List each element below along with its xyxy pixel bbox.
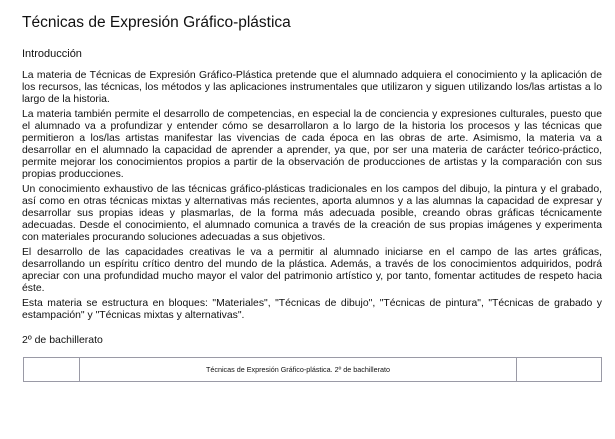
curriculum-table-header: [23, 357, 602, 382]
paragraph: La materia también permite el desarrollo de competencias, en especial la de conciencia y expresiones culturales, puesto que el alumnado va a profundizar y entender cómo se desarrollaron a lo largo de la historia los procesos y las técnicas que permitieron a los/las artistas manifestar las vivencias de cada época en las obras de arte. Asimismo, la materia va a desarrollar en el alumnado la capacidad de aprender a aprender, ya que, por ser una materia de carácter teórico-práctico, permite mejorar los conocimientos propios a partir de la observación de producciones de artistas y la comparación con sus propias producciones.: [22, 109, 602, 180]
table-cell-left: [24, 358, 80, 381]
document-body: [22, 70, 602, 325]
paragraph: La materia de Técnicas de Expresión Gráfico-Plástica pretende que el alumnado adquiera el conocimiento y la aplicación de los recursos, las técnicas, los métodos y las aplicaciones instrumentales que utilizaron y siguen utilizando los/las artistas a lo largo de la historia.: [22, 70, 602, 105]
paragraph: Esta materia se estructura en bloques: "Materiales", "Técnicas de dibujo", "Técnicas de pintura", "Técnicas de grabado y estampación" y "Técnicas mixtas y alternativas".: [22, 298, 602, 321]
paragraph: Un conocimiento exhaustivo de las técnicas gráfico-plásticas tradicionales en los campos del dibujo, la pintura y el grabado, así como en otras técnicas mixtas y alternativas más recientes, aporta alumnos y a las alumnas la capacidad de expresar y desarrollar sus propias ideas y plasmarlas, de la forma más adecuada posible, creando obras gráficas técnicamente adecuadas. Desde el conocimiento, el alumnado comunica a través de la creación de sus propias imágenes y experimenta con materiales procurando soluciones adecuadas a sus objetivos.: [22, 184, 602, 243]
document-title: Técnicas de Expresión Gráfico-plástica: [22, 14, 291, 31]
level-heading: 2º de bachillerato: [22, 334, 103, 346]
paragraph: El desarrollo de las capacidades creativas le va a permitir al alumnado iniciarse en el campo de las artes gráficas, desarrollando un espíritu crítico dentro del mundo de la plástica. Además, a través de los conocimientos adquiridos, podrá apreciar con una profundidad mucho mayor el valor del patrimonio artístico y, por tanto, fomentar actitudes de respeto hacia éste.: [22, 247, 602, 294]
table-caption-cell: [80, 358, 517, 381]
table-caption: Técnicas de Expresión Gráfico-plástica. 2º de bachillerato: [205, 365, 390, 374]
intro-heading: Introducción: [22, 48, 82, 60]
table-cell-right: [517, 358, 601, 381]
